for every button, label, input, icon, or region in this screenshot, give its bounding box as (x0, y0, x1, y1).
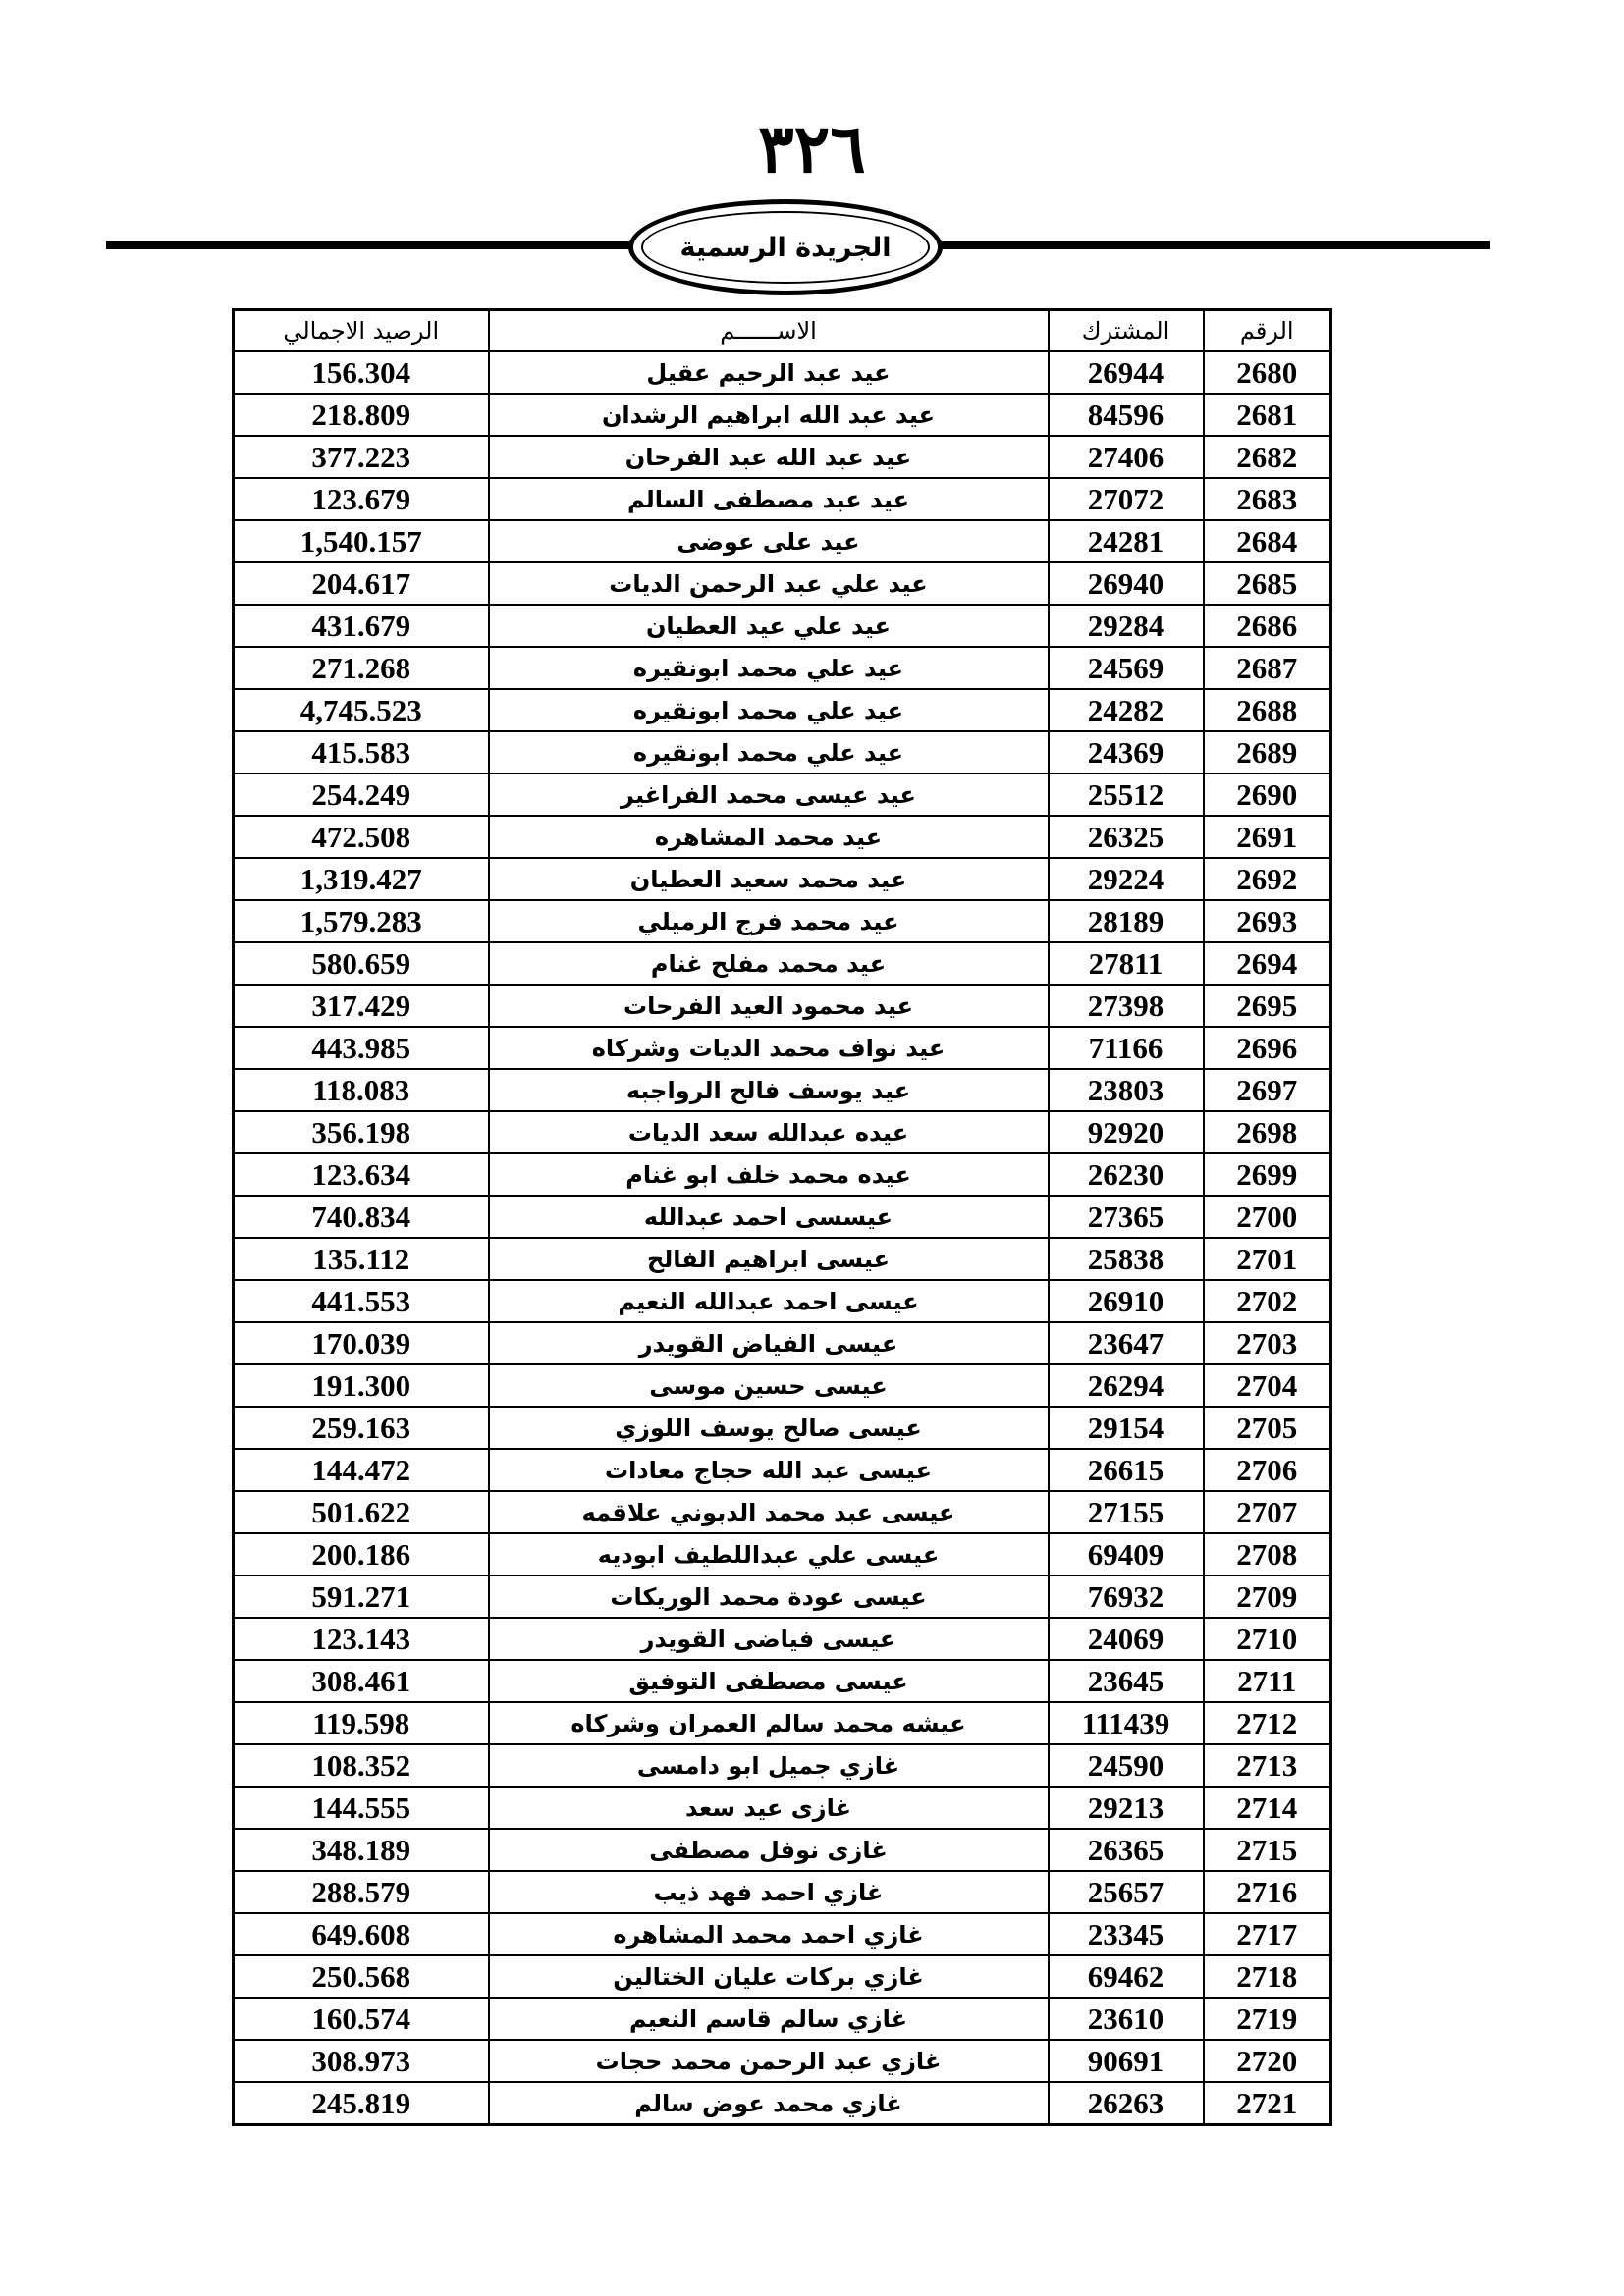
cell-subscriber: 92920 (1049, 1111, 1204, 1153)
cell-balance: 108.352 (234, 1744, 489, 1787)
cell-subscriber: 26910 (1049, 1280, 1204, 1322)
cell-number: 2685 (1204, 562, 1331, 605)
cell-balance: 740.834 (234, 1196, 489, 1238)
table-row (234, 689, 1331, 731)
cell-subscriber: 27811 (1049, 942, 1204, 985)
table-row (234, 1871, 1331, 1913)
table-row (234, 1364, 1331, 1407)
cell-number: 2706 (1204, 1449, 1331, 1491)
cell-number: 2695 (1204, 985, 1331, 1027)
cell-balance: 160.574 (234, 1998, 489, 2040)
cell-name: غازى نوفل مصطفى (489, 1829, 1049, 1871)
cell-subscriber: 26230 (1049, 1153, 1204, 1196)
cell-name: عيد علي محمد ابونقيره (489, 689, 1049, 731)
cell-subscriber: 25512 (1049, 774, 1204, 816)
cell-number: 2688 (1204, 689, 1331, 731)
cell-subscriber: 24281 (1049, 520, 1204, 562)
cell-name: عيد علي عبد الرحمن الديات (489, 562, 1049, 605)
cell-name: عيده محمد خلف ابو غنام (489, 1153, 1049, 1196)
cell-name: عيد محمود العيد الفرحات (489, 985, 1049, 1027)
cell-name: غازي بركات عليان الختالين (489, 1955, 1049, 1998)
cell-name: عيسسى احمد عبدالله (489, 1196, 1049, 1238)
table-row (234, 2082, 1331, 2125)
cell-name: عيسى صالح يوسف اللوزي (489, 1407, 1049, 1449)
cell-number: 2713 (1204, 1744, 1331, 1787)
cell-balance: 123.634 (234, 1153, 489, 1196)
cell-subscriber: 26615 (1049, 1449, 1204, 1491)
cell-subscriber: 71166 (1049, 1027, 1204, 1069)
cell-subscriber: 111439 (1049, 1702, 1204, 1744)
table-row (234, 1153, 1331, 1196)
table-row (234, 1618, 1331, 1660)
cell-balance: 204.617 (234, 562, 489, 605)
cell-number: 2712 (1204, 1702, 1331, 1744)
table-row (234, 731, 1331, 774)
cell-name: عيد علي عيد العطيان (489, 605, 1049, 647)
cell-number: 2718 (1204, 1955, 1331, 1998)
table-row (234, 1829, 1331, 1871)
cell-name: غازي احمد فهد ذيب (489, 1871, 1049, 1913)
cell-balance: 156.304 (234, 351, 489, 394)
cell-name: عيسى مصطفى التوفيق (489, 1660, 1049, 1702)
cell-number: 2703 (1204, 1322, 1331, 1364)
cell-subscriber: 26294 (1049, 1364, 1204, 1407)
table-row (234, 1575, 1331, 1618)
cell-subscriber: 26365 (1049, 1829, 1204, 1871)
table-row (234, 562, 1331, 605)
table-row (234, 1787, 1331, 1829)
cell-name: غازي سالم قاسم النعيم (489, 1998, 1049, 2040)
cell-number: 2705 (1204, 1407, 1331, 1449)
cell-name: عيد عبد الله ابراهيم الرشدان (489, 394, 1049, 436)
table-row (234, 1702, 1331, 1744)
cell-balance: 317.429 (234, 985, 489, 1027)
cell-number: 2720 (1204, 2040, 1331, 2082)
cell-balance: 4,745.523 (234, 689, 489, 731)
cell-number: 2691 (1204, 816, 1331, 858)
cell-subscriber: 24282 (1049, 689, 1204, 731)
cell-name: عيد عبد مصطفى السالم (489, 478, 1049, 520)
table-row (234, 2040, 1331, 2082)
cell-balance: 356.198 (234, 1111, 489, 1153)
cell-balance: 271.268 (234, 647, 489, 689)
cell-balance: 472.508 (234, 816, 489, 858)
cell-balance: 259.163 (234, 1407, 489, 1449)
cell-balance: 591.271 (234, 1575, 489, 1618)
cell-name: عيد على عوضى (489, 520, 1049, 562)
cell-number: 2704 (1204, 1364, 1331, 1407)
cell-name: عيد محمد المشاهره (489, 816, 1049, 858)
cell-name: عيد عبد الله عبد الفرحان (489, 436, 1049, 478)
cell-balance: 191.300 (234, 1364, 489, 1407)
page-number: ٣٢٦ (758, 110, 866, 188)
cell-balance: 1,319.427 (234, 858, 489, 900)
cell-name: عيد محمد فرج الرميلي (489, 900, 1049, 942)
cell-number: 2682 (1204, 436, 1331, 478)
cell-name: عيد يوسف فالح الرواجبه (489, 1069, 1049, 1111)
cell-subscriber: 69409 (1049, 1533, 1204, 1575)
cell-subscriber: 24369 (1049, 731, 1204, 774)
table-body (234, 351, 1331, 2125)
table-row (234, 1913, 1331, 1955)
cell-subscriber: 29154 (1049, 1407, 1204, 1449)
cell-subscriber: 27155 (1049, 1491, 1204, 1533)
cell-name: عيد عيسى محمد الفراغير (489, 774, 1049, 816)
table-row (234, 436, 1331, 478)
cell-number: 2680 (1204, 351, 1331, 394)
cell-balance: 377.223 (234, 436, 489, 478)
cell-balance: 119.598 (234, 1702, 489, 1744)
cell-name: عيسى فياضى القويدر (489, 1618, 1049, 1660)
cell-name: عيسى الفياض القويدر (489, 1322, 1049, 1364)
table-row (234, 1533, 1331, 1575)
cell-balance: 123.143 (234, 1618, 489, 1660)
cell-balance: 118.083 (234, 1069, 489, 1111)
cell-subscriber: 27365 (1049, 1196, 1204, 1238)
cell-balance: 308.973 (234, 2040, 489, 2082)
header-number: الرقم (1204, 310, 1331, 352)
cell-balance: 501.622 (234, 1491, 489, 1533)
cell-subscriber: 26940 (1049, 562, 1204, 605)
table-row (234, 774, 1331, 816)
cell-name: عيشه محمد سالم العمران وشركاه (489, 1702, 1049, 1744)
cell-balance: 135.112 (234, 1238, 489, 1280)
table-row (234, 647, 1331, 689)
cell-balance: 649.608 (234, 1913, 489, 1955)
table-row (234, 858, 1331, 900)
cell-name: عيسى عبد الله حجاج معادات (489, 1449, 1049, 1491)
cell-balance: 144.472 (234, 1449, 489, 1491)
table-row (234, 1660, 1331, 1702)
cell-balance: 250.568 (234, 1955, 489, 1998)
cell-number: 2717 (1204, 1913, 1331, 1955)
cell-balance: 415.583 (234, 731, 489, 774)
cell-number: 2708 (1204, 1533, 1331, 1575)
table-row (234, 1998, 1331, 2040)
cell-balance: 441.553 (234, 1280, 489, 1322)
cell-name: عيد محمد سعيد العطيان (489, 858, 1049, 900)
cell-subscriber: 76932 (1049, 1575, 1204, 1618)
cell-balance: 254.249 (234, 774, 489, 816)
cell-subscriber: 24569 (1049, 647, 1204, 689)
cell-name: عيد نواف محمد الديات وشركاه (489, 1027, 1049, 1069)
table-row (234, 520, 1331, 562)
cell-balance: 144.555 (234, 1787, 489, 1829)
table-row (234, 1111, 1331, 1153)
cell-subscriber: 23645 (1049, 1660, 1204, 1702)
cell-subscriber: 27398 (1049, 985, 1204, 1027)
cell-name: عيد محمد مفلح غنام (489, 942, 1049, 985)
cell-name: عيسى ابراهيم الفالح (489, 1238, 1049, 1280)
cell-subscriber: 25838 (1049, 1238, 1204, 1280)
cell-number: 2711 (1204, 1660, 1331, 1702)
cell-number: 2683 (1204, 478, 1331, 520)
cell-number: 2692 (1204, 858, 1331, 900)
cell-number: 2697 (1204, 1069, 1331, 1111)
cell-number: 2707 (1204, 1491, 1331, 1533)
cell-balance: 1,579.283 (234, 900, 489, 942)
cell-number: 2714 (1204, 1787, 1331, 1829)
cell-number: 2686 (1204, 605, 1331, 647)
cell-balance: 1,540.157 (234, 520, 489, 562)
cell-subscriber: 26263 (1049, 2082, 1204, 2125)
header-name: الاســــــم (489, 310, 1049, 352)
cell-name: عيد علي محمد ابونقيره (489, 731, 1049, 774)
table-row (234, 1280, 1331, 1322)
cell-name: غازي محمد عوض سالم (489, 2082, 1049, 2125)
table-row (234, 1744, 1331, 1787)
cell-subscriber: 29213 (1049, 1787, 1204, 1829)
cell-number: 2709 (1204, 1575, 1331, 1618)
cell-number: 2702 (1204, 1280, 1331, 1322)
cell-subscriber: 27406 (1049, 436, 1204, 478)
cell-subscriber: 84596 (1049, 394, 1204, 436)
header-rule-right (935, 241, 1490, 249)
table-row (234, 394, 1331, 436)
table-row (234, 985, 1331, 1027)
table-row (234, 942, 1331, 985)
cell-name: غازي احمد محمد المشاهره (489, 1913, 1049, 1955)
subscriber-balance-table (232, 308, 1332, 2126)
cell-number: 2696 (1204, 1027, 1331, 1069)
cell-name: عيسى احمد عبدالله النعيم (489, 1280, 1049, 1322)
cell-name: عيسى عبد محمد الدبوني علاقمه (489, 1491, 1049, 1533)
cell-number: 2684 (1204, 520, 1331, 562)
cell-subscriber: 23803 (1049, 1069, 1204, 1111)
table-row (234, 1238, 1331, 1280)
cell-subscriber: 23647 (1049, 1322, 1204, 1364)
cell-balance: 245.819 (234, 2082, 489, 2125)
cell-subscriber: 29224 (1049, 858, 1204, 900)
table-row (234, 605, 1331, 647)
cell-name: عيسى علي عبداللطيف ابوديه (489, 1533, 1049, 1575)
cell-subscriber: 24590 (1049, 1744, 1204, 1787)
cell-number: 2721 (1204, 2082, 1331, 2125)
journal-title-badge (628, 199, 943, 295)
cell-balance: 308.461 (234, 1660, 489, 1702)
journal-title: الجريدة الرسمية (679, 232, 892, 263)
table-header-row (234, 310, 1331, 352)
cell-number: 2681 (1204, 394, 1331, 436)
cell-balance: 123.679 (234, 478, 489, 520)
table-row (234, 1069, 1331, 1111)
cell-number: 2693 (1204, 900, 1331, 942)
header-balance: الرصيد الاجمالي (234, 310, 489, 352)
cell-balance: 170.039 (234, 1322, 489, 1364)
cell-subscriber: 24069 (1049, 1618, 1204, 1660)
cell-name: عيد علي محمد ابونقيره (489, 647, 1049, 689)
cell-balance: 218.809 (234, 394, 489, 436)
cell-number: 2700 (1204, 1196, 1331, 1238)
cell-number: 2715 (1204, 1829, 1331, 1871)
cell-number: 2690 (1204, 774, 1331, 816)
cell-name: عيده عبدالله سعد الديات (489, 1111, 1049, 1153)
cell-subscriber: 69462 (1049, 1955, 1204, 1998)
cell-balance: 288.579 (234, 1871, 489, 1913)
table-row (234, 1196, 1331, 1238)
cell-number: 2699 (1204, 1153, 1331, 1196)
table-row (234, 1322, 1331, 1364)
cell-subscriber: 27072 (1049, 478, 1204, 520)
cell-subscriber: 23345 (1049, 1913, 1204, 1955)
table-row (234, 478, 1331, 520)
cell-balance: 431.679 (234, 605, 489, 647)
cell-name: غازي جميل ابو دامسى (489, 1744, 1049, 1787)
table-row (234, 1027, 1331, 1069)
cell-number: 2710 (1204, 1618, 1331, 1660)
cell-balance: 348.189 (234, 1829, 489, 1871)
cell-balance: 200.186 (234, 1533, 489, 1575)
cell-number: 2694 (1204, 942, 1331, 985)
table-row (234, 1407, 1331, 1449)
cell-number: 2687 (1204, 647, 1331, 689)
cell-subscriber: 29284 (1049, 605, 1204, 647)
cell-balance: 443.985 (234, 1027, 489, 1069)
cell-number: 2698 (1204, 1111, 1331, 1153)
table-row (234, 900, 1331, 942)
cell-subscriber: 26325 (1049, 816, 1204, 858)
cell-name: غازي عبد الرحمن محمد حجات (489, 2040, 1049, 2082)
cell-subscriber: 23610 (1049, 1998, 1204, 2040)
cell-name: عيسى حسين موسى (489, 1364, 1049, 1407)
cell-number: 2701 (1204, 1238, 1331, 1280)
cell-number: 2689 (1204, 731, 1331, 774)
cell-subscriber: 90691 (1049, 2040, 1204, 2082)
table-row (234, 816, 1331, 858)
cell-number: 2719 (1204, 1998, 1331, 2040)
cell-name: عيد عبد الرحيم عقيل (489, 351, 1049, 394)
header-rule-left (106, 241, 636, 249)
table-row (234, 351, 1331, 394)
cell-number: 2716 (1204, 1871, 1331, 1913)
header-subscriber: المشترك (1049, 310, 1204, 352)
cell-subscriber: 26944 (1049, 351, 1204, 394)
table-row (234, 1955, 1331, 1998)
cell-name: غازى عيد سعد (489, 1787, 1049, 1829)
cell-subscriber: 25657 (1049, 1871, 1204, 1913)
table-row (234, 1449, 1331, 1491)
cell-subscriber: 28189 (1049, 900, 1204, 942)
table-row (234, 1491, 1331, 1533)
cell-name: عيسى عودة محمد الوريكات (489, 1575, 1049, 1618)
cell-balance: 580.659 (234, 942, 489, 985)
